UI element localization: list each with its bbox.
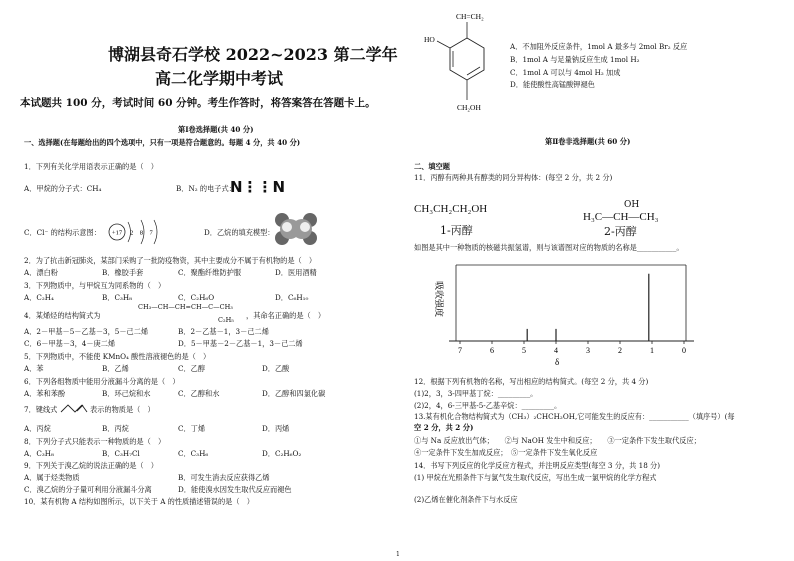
- q6-stem: 6．下列各组物质中能用分液漏斗分离的是（ ）: [24, 377, 180, 386]
- q6-option-c: C．乙醇和水: [178, 389, 220, 398]
- q1-option-a: A．甲烷的分子式：CH₄: [24, 184, 102, 193]
- q2-option-a: A．漂白粉: [24, 268, 58, 277]
- q2-option-b: B．橡胶手套: [102, 268, 144, 277]
- q6-option-b: B．环己烷和水: [102, 389, 151, 398]
- q9-option-a: A．属于烃类物质: [24, 473, 80, 482]
- skeletal-formula-icon: [60, 402, 88, 414]
- q5-stem: 5．下列物质中，不能使 KMnO₄ 酸性溶液褪色的是（ ）: [24, 352, 211, 361]
- q14-stem: 14．书写下列反应的化学反应方程式，并注明反应类型(每空 3 分，共 18 分): [414, 461, 661, 470]
- q1-option-b: B．N₂ 的电子式：: [176, 184, 236, 193]
- propanol-2-oh: OH: [624, 200, 640, 210]
- x-axis-label: δ: [555, 357, 560, 367]
- q13-options-line1: ①与 Na 反应放出气体； ②与 NaOH 发生中和反应； ③一定条件下发生取代反应；: [414, 436, 701, 445]
- q3-option-d: D．C₆H₁₀: [275, 293, 309, 302]
- q7-stem-end: 表示的物质是（ ）: [90, 405, 155, 414]
- q3-option-a: A．C₂H₄: [24, 293, 54, 302]
- part2-heading: 第Ⅱ卷非选择题(共 60 分): [545, 137, 631, 146]
- q5-option-c: C．乙醇: [178, 364, 206, 373]
- molecule-hydroxyl-group: HO: [424, 35, 435, 44]
- exam-title-line1: 博湖县奇石学校 2022~2023 第二学年: [108, 45, 398, 64]
- exam-notice: 本试题共 100 分，考试时间 60 分钟。考生作答时，将答案答在答题卡上。: [20, 97, 376, 109]
- chloride-ion-structure-diagram: [103, 217, 183, 247]
- page-number: 1: [396, 551, 400, 558]
- q12-part1: (1)2，3，3-四甲基丁烷：_________。: [414, 389, 538, 398]
- q7-option-c: C．丁烯: [178, 424, 206, 433]
- q7-option-b: B．丙烷: [102, 424, 129, 433]
- nucleus-charge-label: +17: [111, 229, 123, 237]
- q3-stem: 3．下列物质中，与甲烷互为同系物的（ ）: [24, 281, 166, 290]
- q5-option-b: B．乙烯: [102, 364, 129, 373]
- molecule-a-structure: [422, 8, 512, 120]
- x-tick-label: 6: [490, 346, 494, 355]
- q8-option-d: D．C₂H₆O₂: [262, 449, 302, 458]
- q6-option-a: A．苯和苯酚: [24, 389, 66, 398]
- ethane-space-filling-model: [272, 210, 320, 248]
- propanol-2-formula: H₃C—CH—CH₃: [583, 211, 659, 223]
- x-tick-label: 4: [554, 346, 558, 355]
- q4-structural-formula: CH₃—CH—CH=CH—C—CH₃: [138, 303, 233, 311]
- q7-option-d: D．丙烯: [262, 424, 290, 433]
- q14-part2: (2)乙烯在催化剂条件下与水反应: [414, 495, 518, 504]
- q9-stem: 9．下列关于溴乙烷的说法正确的是（ ）: [24, 461, 158, 470]
- q14-part1: (1) 甲烷在光照条件下与氯气发生取代反应，写出生成一氯甲烷的化学方程式: [414, 473, 657, 482]
- x-tick-label: 5: [522, 346, 526, 355]
- q13-options-line2: ④一定条件下发生加成反应； ⑤一定条件下发生氧化反应: [414, 448, 598, 457]
- q10-option-b: B．1mol A 与足量钠反应生成 1mol H₂: [510, 55, 640, 64]
- q10-option-d: D．能使酸性高锰酸钾褪色: [510, 80, 595, 89]
- q13-stem-line1: 13.某有机化合物结构简式为（CH₃）₂CHCH₂OH,它可能发生的反应有：___________（填序号）(每: [414, 412, 735, 421]
- n2-electron-formula: N⋮⋮N: [230, 178, 286, 196]
- x-tick-label: 2: [618, 346, 622, 355]
- q7-option-a: A．丙烷: [24, 424, 51, 433]
- q8-option-a: A．C₃H₈: [24, 449, 54, 458]
- y-axis-label: 吸收强度: [434, 281, 444, 318]
- q9-option-b: B．可发生消去反应获得乙烯: [178, 473, 270, 482]
- q5-option-a: A．苯: [24, 364, 44, 373]
- nmr-spectrum-chart: [414, 253, 704, 373]
- q8-option-b: B．C₃H₇Cl: [102, 449, 140, 458]
- q11-nmr-question: 如图是其中一种物质的核磁共振氢谱，则与该谱图对应的物质的名称是___________。: [414, 243, 684, 252]
- q4-option-a: A．2－甲基－5－乙基－3，5－己二烯: [24, 327, 149, 336]
- q1-option-d: D．乙烷的填充模型：: [204, 228, 275, 237]
- q1-stem: 1．下列有关化学用语表示正确的是（ ）: [24, 162, 158, 171]
- q1-option-c: C．Cl⁻ 的结构示意图：: [24, 228, 101, 237]
- q7-stem-start: 7．键线式: [24, 405, 58, 414]
- x-tick-label: 3: [586, 346, 590, 355]
- part1-instruction: 一、选择题(在每题给出的四个选项中，只有一项是符合题意的。每题 4 分，共 40 分): [24, 138, 301, 147]
- molecule-hydroxymethyl-group: CH₂OH: [457, 103, 481, 112]
- x-tick-label: 7: [458, 346, 462, 355]
- q9-option-c: C．溴乙烷的分子量可利用分液漏斗分离: [24, 485, 152, 494]
- propanol-1-formula: CH₃CH₂CH₂OH: [414, 203, 488, 215]
- q2-option-d: D．医用酒精: [275, 268, 317, 277]
- propanol-2-name: 2-丙醇: [604, 225, 637, 238]
- q12-stem: 12．根据下列有机物的名称，写出相应的结构简式。(每空 2 分，共 4 分): [414, 377, 649, 386]
- q4-option-c: C．6－甲基－3，4－庚二烯: [24, 339, 116, 348]
- q10-option-a: A．不加阻外反应条件，1mol A 最多与 2mol Br₂ 反应: [510, 42, 688, 51]
- q4-formula-branch: C₂H₅: [218, 316, 234, 324]
- exam-title-line2: 高二化学期中考试: [155, 69, 284, 88]
- q4-option-b: B．2－乙基－1，3－己二烯: [178, 327, 269, 336]
- q4-stem-start: 4．某烯烃的结构简式为: [24, 311, 101, 320]
- q11-stem: 11．丙醇有两种具有醇类的同分异构体：(每空 2 分，共 2 分): [414, 173, 613, 182]
- q5-option-d: D．乙酸: [262, 364, 290, 373]
- q2-option-c: C．聚酯纤维防护服: [178, 268, 242, 277]
- q3-option-c: C．C₂H₆O: [178, 293, 215, 302]
- q6-option-d: D．乙醇和四氯化碳: [262, 389, 326, 398]
- q3-option-b: B．C₃H₈: [102, 293, 132, 302]
- propanol-1-name: 1-丙醇: [440, 224, 473, 237]
- electron-shell-counts: 2 8 7: [130, 229, 153, 237]
- q13-stem-line2: 空 2 分，共 2 分): [414, 423, 474, 432]
- q2-stem: 2．为了抗击新冠肺炎，某部门采购了一批防疫物资，其中主要成分不属于有机物的是（ ）: [24, 256, 317, 265]
- x-tick-label: 0: [682, 346, 686, 355]
- q12-part2: (2)2，4，6-三甲基-5-乙基辛烷：_________。: [414, 401, 562, 410]
- q10-option-c: C．1mol A 可以与 4mol H₂ 加成: [510, 68, 621, 77]
- q4-option-d: D．5－甲基－2－乙基－1，3－己二烯: [178, 339, 303, 348]
- q8-stem: 8．下列分子式只能表示一种物质的是（ ）: [24, 437, 166, 446]
- molecule-vinyl-group: CH=CH₂: [456, 12, 484, 21]
- q8-option-c: C．C₃H₆: [178, 449, 209, 458]
- q9-option-d: D．能使溴水因发生取代反应而褪色: [178, 485, 292, 494]
- part2-section-title: 二、填空题: [414, 162, 450, 171]
- x-tick-label: 1: [650, 346, 654, 355]
- part1-heading: 第Ⅰ卷选择题(共 40 分): [178, 125, 254, 134]
- q4-stem-end: ，其命名正确的是（ ）: [246, 311, 326, 320]
- q10-stem: 10．某有机物 A 结构如图所示，以下关于 A 的性质描述错误的是（ ）: [24, 497, 254, 506]
